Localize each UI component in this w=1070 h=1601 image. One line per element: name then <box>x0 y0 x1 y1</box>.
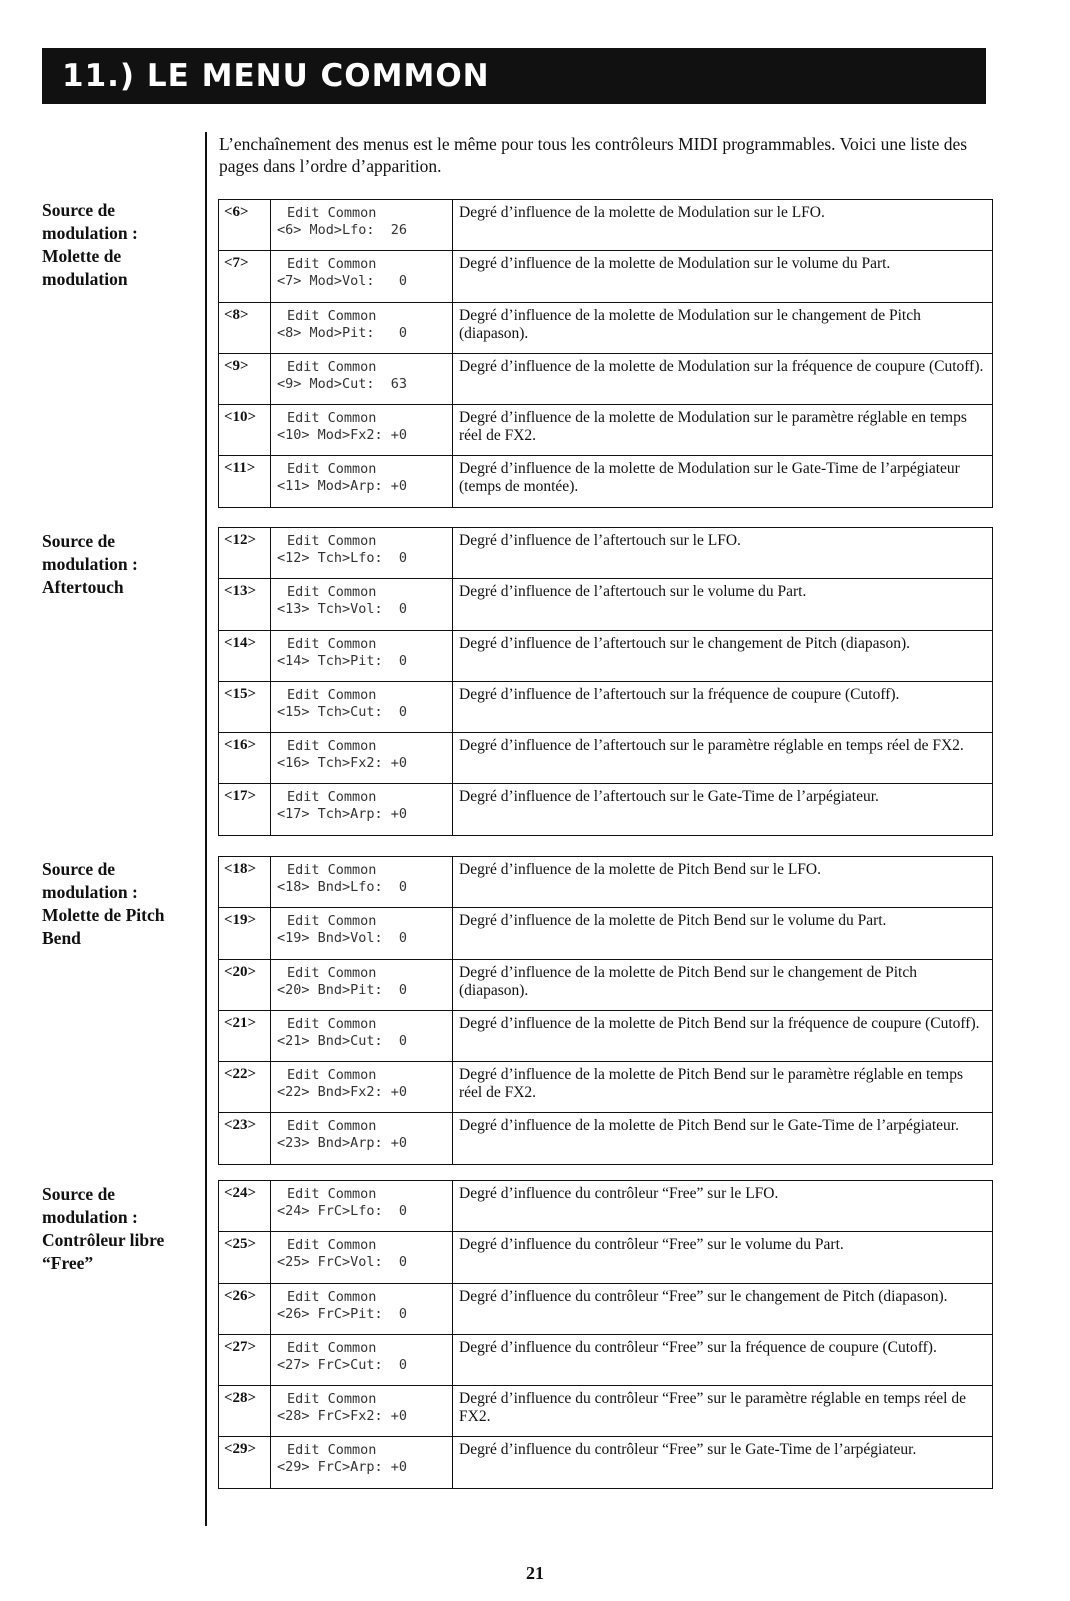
modulation-source-label-line: Aftertouch <box>42 577 124 597</box>
lcd-display-cell <box>271 733 453 784</box>
description-cell: Degré d’influence de la molette de Modulation sur le changement de Pitch (diapason). <box>453 302 993 353</box>
table-row <box>219 1113 993 1164</box>
lcd-line-2: <15> Tch>Cut: 0 <box>277 703 408 720</box>
lcd-line-2: <20> Bnd>Pit: 0 <box>277 981 408 998</box>
page-number-cell: <25> <box>219 1232 271 1283</box>
page-number-cell: <16> <box>219 733 271 784</box>
table-row <box>219 681 993 732</box>
page-number-cell: <9> <box>219 353 271 404</box>
table-row <box>219 251 993 302</box>
lcd-line-2: <6> Mod>Lfo: 26 <box>277 222 408 238</box>
description-cell: Degré d’influence du contrôleur “Free” sur la fréquence de coupure (Cutoff). <box>453 1334 993 1385</box>
lcd-line-2: <28> FrC>Fx2: +0 <box>277 1408 408 1425</box>
page-number-cell: <14> <box>219 630 271 681</box>
description-cell: Degré d’influence de la molette de Modulation sur le LFO. <box>453 200 993 251</box>
description-cell: Degré d’influence de la molette de Modulation sur le volume du Part. <box>453 251 993 302</box>
lcd-display-cell <box>271 681 453 732</box>
lcd-line-1: Edit Common <box>287 635 377 652</box>
page-number-cell: <26> <box>219 1283 271 1334</box>
description-cell: Degré d’influence de la molette de Pitch Bend sur le volume du Part. <box>453 908 993 959</box>
table-row <box>219 353 993 404</box>
lcd-display-cell <box>271 1283 453 1334</box>
table-row <box>219 1437 993 1488</box>
description-cell: Degré d’influence de l’aftertouch sur le LFO. <box>453 528 993 579</box>
lcd-display-cell <box>271 1062 453 1113</box>
lcd-line-2: <21> Bnd>Cut: 0 <box>277 1032 408 1049</box>
intro-paragraph: L’enchaînement des menus est le même pour tous les contrôleurs MIDI programmables. Voici une liste des pages dans l’ordre d’apparition. <box>219 134 968 176</box>
page-number-cell: <28> <box>219 1386 271 1437</box>
modulation-source-label-line: modulation : <box>42 1207 138 1227</box>
lcd-display-cell <box>271 1010 453 1061</box>
lcd-line-2: <13> Tch>Vol: 0 <box>277 601 408 618</box>
menu-page-table <box>218 199 993 508</box>
description-cell: Degré d’influence de la molette de Pitch Bend sur le changement de Pitch (diapason). <box>453 959 993 1010</box>
modulation-source-label-line: modulation : <box>42 882 138 902</box>
modulation-source-label-line: modulation : <box>42 554 138 574</box>
lcd-line-1: Edit Common <box>287 307 377 324</box>
lcd-display-cell <box>271 1334 453 1385</box>
page-number-cell: <20> <box>219 959 271 1010</box>
lcd-display-cell <box>271 353 453 404</box>
modulation-source-label-line: Source de <box>42 531 116 551</box>
lcd-line-2: <9> Mod>Cut: 63 <box>277 375 408 392</box>
lcd-line-2: <23> Bnd>Arp: +0 <box>277 1135 408 1152</box>
lcd-line-2: <12> Tch>Lfo: 0 <box>277 550 408 566</box>
description-cell: Degré d’influence de la molette de Modulation sur la fréquence de coupure (Cutoff). <box>453 353 993 404</box>
lcd-line-2: <24> FrC>Lfo: 0 <box>277 1203 408 1219</box>
page-number-cell: <10> <box>219 405 271 456</box>
table-row <box>219 456 993 507</box>
table-row <box>219 959 993 1010</box>
lcd-display-cell <box>271 630 453 681</box>
lcd-line-1: Edit Common <box>287 1237 377 1254</box>
lcd-display-cell <box>271 784 453 835</box>
modulation-source-label-line: “Free” <box>42 1253 94 1273</box>
page-number-cell: <13> <box>219 579 271 630</box>
lcd-line-2: <27> FrC>Cut: 0 <box>277 1356 408 1373</box>
page-number-cell: <18> <box>219 857 271 908</box>
lcd-display-cell <box>271 1181 453 1232</box>
lcd-display-cell <box>271 1113 453 1164</box>
page-number: 21 <box>526 1563 544 1583</box>
lcd-line-1: Edit Common <box>287 1118 377 1135</box>
table-row <box>219 630 993 681</box>
lcd-line-2: <19> Bnd>Vol: 0 <box>277 930 408 947</box>
lcd-line-2: <17> Tch>Arp: +0 <box>277 806 408 823</box>
page-number-cell: <22> <box>219 1062 271 1113</box>
modulation-source-label <box>42 530 192 599</box>
modulation-source-label-line: Source de <box>42 1184 116 1204</box>
menu-page-table <box>218 856 993 1165</box>
lcd-line-1: Edit Common <box>287 256 377 273</box>
modulation-source-label-line: Bend <box>42 928 81 948</box>
page-number-cell: <19> <box>219 908 271 959</box>
lcd-display-cell <box>271 1232 453 1283</box>
description-cell: Degré d’influence de la molette de Modulation sur le paramètre réglable en temps réel de FX2. <box>453 405 993 456</box>
lcd-display-cell <box>271 528 453 579</box>
lcd-display-cell <box>271 302 453 353</box>
table-row <box>219 579 993 630</box>
lcd-line-2: <8> Mod>Pit: 0 <box>277 324 408 341</box>
lcd-line-1: Edit Common <box>287 410 377 427</box>
description-cell: Degré d’influence de l’aftertouch sur le volume du Part. <box>453 579 993 630</box>
table-row <box>219 200 993 251</box>
modulation-source-label-line: modulation <box>42 269 128 289</box>
modulation-source-label-line: modulation : <box>42 223 138 243</box>
lcd-line-1: Edit Common <box>287 913 377 930</box>
modulation-source-label <box>42 1183 192 1275</box>
table-row <box>219 528 993 579</box>
page-number-cell: <11> <box>219 456 271 507</box>
modulation-source-label <box>42 858 192 950</box>
lcd-line-2: <16> Tch>Fx2: +0 <box>277 755 408 772</box>
lcd-display-cell <box>271 405 453 456</box>
lcd-line-1: Edit Common <box>287 686 377 703</box>
description-cell: Degré d’influence de l’aftertouch sur le changement de Pitch (diapason). <box>453 630 993 681</box>
lcd-line-1: Edit Common <box>287 1186 377 1202</box>
page-number-cell: <6> <box>219 200 271 251</box>
lcd-line-2: <11> Mod>Arp: +0 <box>277 478 408 495</box>
description-cell: Degré d’influence de la molette de Modulation sur le Gate-Time de l’arpégiateur (temps de montée). <box>453 456 993 507</box>
page-number-cell: <24> <box>219 1181 271 1232</box>
lcd-line-2: <14> Tch>Pit: 0 <box>277 652 408 669</box>
lcd-line-1: Edit Common <box>287 1339 377 1356</box>
description-cell: Degré d’influence du contrôleur “Free” sur le changement de Pitch (diapason). <box>453 1283 993 1334</box>
left-divider-rule <box>205 132 207 1526</box>
description-cell: Degré d’influence de l’aftertouch sur le Gate-Time de l’arpégiateur. <box>453 784 993 835</box>
lcd-line-2: <22> Bnd>Fx2: +0 <box>277 1084 408 1101</box>
lcd-line-1: Edit Common <box>287 533 377 549</box>
lcd-line-1: Edit Common <box>287 1442 377 1459</box>
table-row <box>219 1386 993 1437</box>
description-cell: Degré d’influence de la molette de Pitch Bend sur le paramètre réglable en temps réel de FX2. <box>453 1062 993 1113</box>
page-number-cell: <15> <box>219 681 271 732</box>
table-row <box>219 857 993 908</box>
lcd-line-1: Edit Common <box>287 1015 377 1032</box>
page-number-cell: <23> <box>219 1113 271 1164</box>
lcd-line-1: Edit Common <box>287 358 377 375</box>
lcd-display-cell <box>271 579 453 630</box>
lcd-line-2: <10> Mod>Fx2: +0 <box>277 427 408 444</box>
lcd-line-1: Edit Common <box>287 789 377 806</box>
lcd-line-1: Edit Common <box>287 461 377 478</box>
table-row <box>219 1062 993 1113</box>
description-cell: Degré d’influence de l’aftertouch sur la fréquence de coupure (Cutoff). <box>453 681 993 732</box>
lcd-line-1: Edit Common <box>287 964 377 981</box>
lcd-line-1: Edit Common <box>287 584 377 601</box>
description-cell: Degré d’influence du contrôleur “Free” sur le Gate-Time de l’arpégiateur. <box>453 1437 993 1488</box>
description-cell: Degré d’influence de l’aftertouch sur le paramètre réglable en temps réel de FX2. <box>453 733 993 784</box>
lcd-line-1: Edit Common <box>287 738 377 755</box>
lcd-line-2: <25> FrC>Vol: 0 <box>277 1254 408 1271</box>
lcd-line-1: Edit Common <box>287 205 377 221</box>
page-number-cell: <12> <box>219 528 271 579</box>
menu-page-table <box>218 1180 993 1489</box>
lcd-display-cell <box>271 200 453 251</box>
lcd-line-2: <18> Bnd>Lfo: 0 <box>277 879 408 895</box>
description-cell: Degré d’influence de la molette de Pitch Bend sur le LFO. <box>453 857 993 908</box>
lcd-line-2: <7> Mod>Vol: 0 <box>277 273 408 290</box>
table-row <box>219 908 993 959</box>
modulation-source-label-line: Molette de <box>42 246 122 266</box>
description-cell: Degré d’influence du contrôleur “Free” sur le paramètre réglable en temps réel de FX2. <box>453 1386 993 1437</box>
page-number-cell: <21> <box>219 1010 271 1061</box>
table-row <box>219 1334 993 1385</box>
lcd-display-cell <box>271 959 453 1010</box>
page-number-cell: <29> <box>219 1437 271 1488</box>
menu-page-table <box>218 527 993 836</box>
table-row <box>219 733 993 784</box>
description-cell: Degré d’influence du contrôleur “Free” sur le volume du Part. <box>453 1232 993 1283</box>
modulation-source-label-line: Source de <box>42 859 116 879</box>
table-row <box>219 1181 993 1232</box>
page-number-cell: <8> <box>219 302 271 353</box>
lcd-display-cell <box>271 908 453 959</box>
modulation-source-label <box>42 199 192 291</box>
lcd-line-1: Edit Common <box>287 862 377 878</box>
lcd-line-1: Edit Common <box>287 1391 377 1408</box>
description-cell: Degré d’influence de la molette de Pitch Bend sur la fréquence de coupure (Cutoff). <box>453 1010 993 1061</box>
lcd-display-cell <box>271 1386 453 1437</box>
page-number-cell: <27> <box>219 1334 271 1385</box>
lcd-display-cell <box>271 1437 453 1488</box>
page-number-cell: <17> <box>219 784 271 835</box>
lcd-display-cell <box>271 456 453 507</box>
lcd-line-2: <29> FrC>Arp: +0 <box>277 1459 408 1476</box>
lcd-display-cell <box>271 251 453 302</box>
table-row <box>219 1232 993 1283</box>
table-row <box>219 405 993 456</box>
modulation-source-label-line: Contrôleur libre <box>42 1230 165 1250</box>
description-cell: Degré d’influence du contrôleur “Free” sur le LFO. <box>453 1181 993 1232</box>
modulation-source-label-line: Source de <box>42 200 116 220</box>
lcd-line-2: <26> FrC>Pit: 0 <box>277 1305 408 1322</box>
modulation-source-label-line: Molette de Pitch <box>42 905 165 925</box>
table-row <box>219 302 993 353</box>
lcd-line-1: Edit Common <box>287 1288 377 1305</box>
table-row <box>219 1010 993 1061</box>
lcd-display-cell <box>271 857 453 908</box>
lcd-line-1: Edit Common <box>287 1067 377 1084</box>
description-cell: Degré d’influence de la molette de Pitch Bend sur le Gate-Time de l’arpégiateur. <box>453 1113 993 1164</box>
table-row <box>219 784 993 835</box>
page-title: 11.) LE MENU COMMON <box>42 48 986 104</box>
page-number-cell: <7> <box>219 251 271 302</box>
table-row <box>219 1283 993 1334</box>
